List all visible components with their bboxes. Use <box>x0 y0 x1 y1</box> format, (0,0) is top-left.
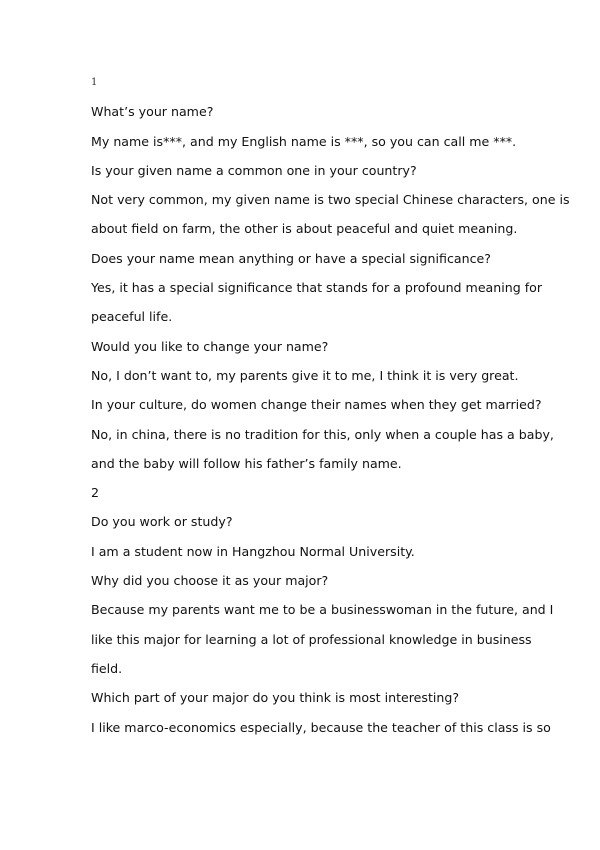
text-line: Which part of your major do you think is most interesting? <box>91 690 460 706</box>
text-line: I like marco-economics especially, because the teacher of this class is so <box>91 719 551 735</box>
text-line: In your culture, do women change their names when they get married? <box>91 397 542 413</box>
text-line: Do you work or study? <box>91 514 233 530</box>
text-line: like this major for learning a lot of professional knowledge in business <box>91 631 532 647</box>
document-body <box>91 68 570 742</box>
text-line: and the baby will follow his father’s family name. <box>91 455 402 471</box>
text-line: No, in china, there is no tradition for this, only when a couple has a baby, <box>91 426 554 442</box>
text-line: What’s your name? <box>91 104 214 120</box>
text-line: I am a student now in Hangzhou Normal University. <box>91 543 415 559</box>
text-line: 1 <box>91 77 98 88</box>
text-line: Because my parents want me to be a businesswoman in the future, and I <box>91 602 554 618</box>
text-line: Is your given name a common one in your country? <box>91 162 417 178</box>
text-line: Why did you choose it as your major? <box>91 573 329 589</box>
text-line: Does your name mean anything or have a special significance? <box>91 250 491 266</box>
text-line: My name is***, and my English name is ***, so you can call me ***. <box>91 133 517 149</box>
text-line: 2 <box>91 485 100 501</box>
text-line: Yes, it has a special significance that stands for a profound meaning for <box>91 280 543 296</box>
text-line: peaceful life. <box>91 309 173 325</box>
text-line: field. <box>91 660 123 676</box>
text-line: Not very common, my given name is two special Chinese characters, one is <box>91 192 570 208</box>
text-line: about field on farm, the other is about peaceful and quiet meaning. <box>91 221 518 237</box>
text-line: Would you like to change your name? <box>91 338 329 354</box>
text-line: No, I don’t want to, my parents give it to me, I think it is very great. <box>91 367 519 383</box>
